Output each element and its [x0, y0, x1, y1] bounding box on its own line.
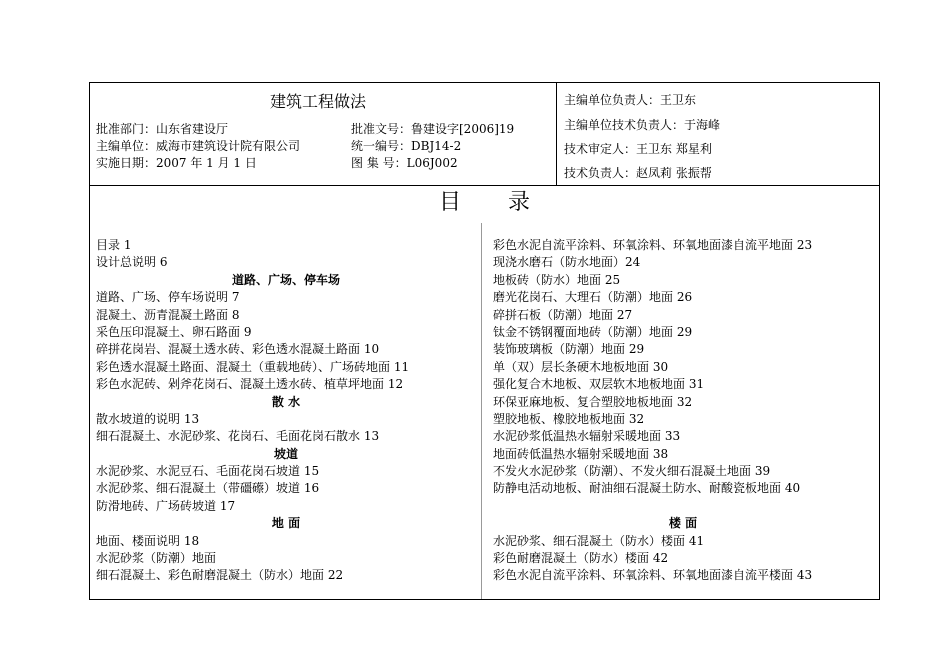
document-frame	[89, 82, 880, 600]
toc-entry: 水泥砂浆低温热水辐射采暖地面 33	[493, 429, 681, 444]
toc-entry: 现浇水磨石（防水地面）24	[493, 255, 641, 270]
toc-right-column	[493, 237, 873, 585]
header-divider	[90, 185, 879, 186]
tech-lead: 技术负责人：赵凤莉 张振帮	[564, 166, 712, 180]
toc-entry: 防滑地砖、广场砖坡道 17	[96, 498, 236, 513]
header-vertical-divider	[556, 83, 557, 185]
toc-entry: 彩色水泥自流平涂料、环氧涂料、环氧地面漆自流平地面 23	[493, 238, 813, 252]
toc-entry: 单（双）层长条硬木地板地面 30	[493, 359, 669, 374]
implementation-date: 实施日期：2007 年 1 月 1 日	[96, 156, 257, 170]
toc-entry: 细石混凝土、彩色耐磨混凝土（防水）地面 22	[96, 568, 344, 583]
toc-entry: 彩色透水混凝土路面、混凝土（重载地砖）、广场砖地面 11	[96, 359, 410, 374]
chief-unit: 主编单位：威海市建筑设计院有限公司	[96, 139, 301, 153]
toc-entry: 强化复合木地板、双层软木地板地面 31	[493, 377, 705, 392]
toc-entry: 塑胶地板、橡胶地板地面 32	[493, 411, 645, 426]
toc-entry: 环保亚麻地板、复合塑胶地板地面 32	[493, 394, 693, 409]
approval-doc-no: 批准文号：鲁建设字[2006]19	[351, 122, 515, 136]
toc-section-heading: 地 面	[271, 516, 301, 531]
toc-entry: 防静电活动地板、耐油细石混凝土防水、耐酸瓷板地面 40	[493, 481, 801, 496]
unified-no: 统一编号：DBJ14-2	[351, 139, 462, 153]
toc-section-heading: 楼 面	[668, 516, 698, 531]
toc-entry: 彩色水泥砖、剁斧花岗石、混凝土透水砖、植草坪地面 12	[96, 377, 404, 392]
document-title: 建筑工程做法	[270, 92, 367, 111]
toc-title: 目 录	[439, 190, 530, 215]
atlas-no: 图 集 号：L06J002	[351, 156, 458, 170]
toc-entry: 道路、广场、停车场说明 7	[96, 290, 240, 305]
toc-entry: 碎拼石板（防潮）地面 27	[493, 307, 633, 322]
toc-entry: 水泥砂浆、细石混凝土（防水）楼面 41	[493, 533, 705, 548]
toc-section-heading: 道路、广场、停车场	[231, 272, 340, 287]
toc-entry: 彩色水泥自流平涂料、环氧涂料、环氧地面漆自流平楼面 43	[493, 568, 813, 583]
toc-entry: 细石混凝土、水泥砂浆、花岗石、毛面花岗石散水 13	[96, 429, 380, 444]
toc-entry: 混凝土、沥青混凝土路面 8	[96, 307, 240, 322]
toc-entry: 碎拼花岗岩、混凝土透水砖、彩色透水混凝土路面 10	[96, 342, 380, 357]
toc-section-heading: 坡道	[273, 446, 298, 461]
toc-entry: 水泥砂浆、细石混凝土（带礓礤）坡道 16	[96, 481, 320, 496]
toc-section-heading: 散 水	[271, 394, 301, 409]
chief-person: 主编单位负责人：王卫东	[564, 93, 697, 107]
toc-entry: 地板砖（防水）地面 25	[493, 272, 621, 287]
toc-entry: 设计总说明 6	[96, 255, 168, 270]
toc-entry: 钛金不锈钢覆面地砖（防潮）地面 29	[493, 324, 693, 339]
toc-entry: 水泥砂浆（防潮）地面	[96, 551, 217, 566]
tech-reviewer: 技术审定人：王卫东 郑星利	[564, 142, 712, 156]
approval-dept: 批准部门：山东省建设厅	[96, 122, 229, 136]
toc-entry: 地面、楼面说明 18	[96, 533, 200, 548]
toc-entry	[493, 498, 873, 515]
toc-entry: 彩色耐磨混凝土（防水）楼面 42	[493, 551, 669, 566]
tech-person: 主编单位技术负责人：于海峰	[564, 118, 721, 132]
toc-column-divider	[481, 223, 482, 599]
toc-entry: 地面砖低温热水辐射采暖地面 38	[493, 446, 669, 461]
toc-left-column	[96, 237, 476, 585]
toc-entry: 水泥砂浆、水泥豆石、毛面花岗石坡道 15	[96, 464, 320, 479]
toc-entry: 磨光花岗石、大理石（防潮）地面 26	[493, 290, 693, 305]
toc-entry: 装饰玻璃板（防潮）地面 29	[493, 342, 645, 357]
toc-entry: 目录 1	[96, 238, 132, 252]
toc-entry: 采色压印混凝土、卵石路面 9	[96, 324, 252, 339]
toc-entry: 散水坡道的说明 13	[96, 411, 200, 426]
toc-entry: 不发火水泥砂浆（防潮）、不发火细石混凝土地面 39	[493, 464, 771, 479]
